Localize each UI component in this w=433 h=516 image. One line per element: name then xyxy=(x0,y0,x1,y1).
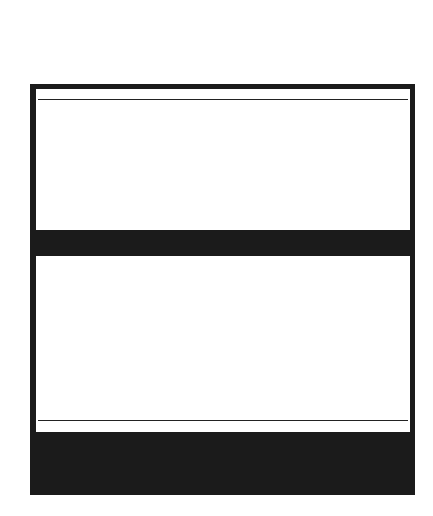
bottom-band-right xyxy=(406,422,408,427)
bottom-band-left xyxy=(38,422,40,427)
top-band-left xyxy=(38,91,40,96)
band-rule xyxy=(38,420,408,421)
top-band-right xyxy=(406,91,408,96)
spiral-binding xyxy=(30,231,415,257)
top-page xyxy=(36,89,410,230)
band-rule xyxy=(38,99,408,100)
pad-base xyxy=(30,447,415,495)
bottom-page xyxy=(36,256,410,432)
